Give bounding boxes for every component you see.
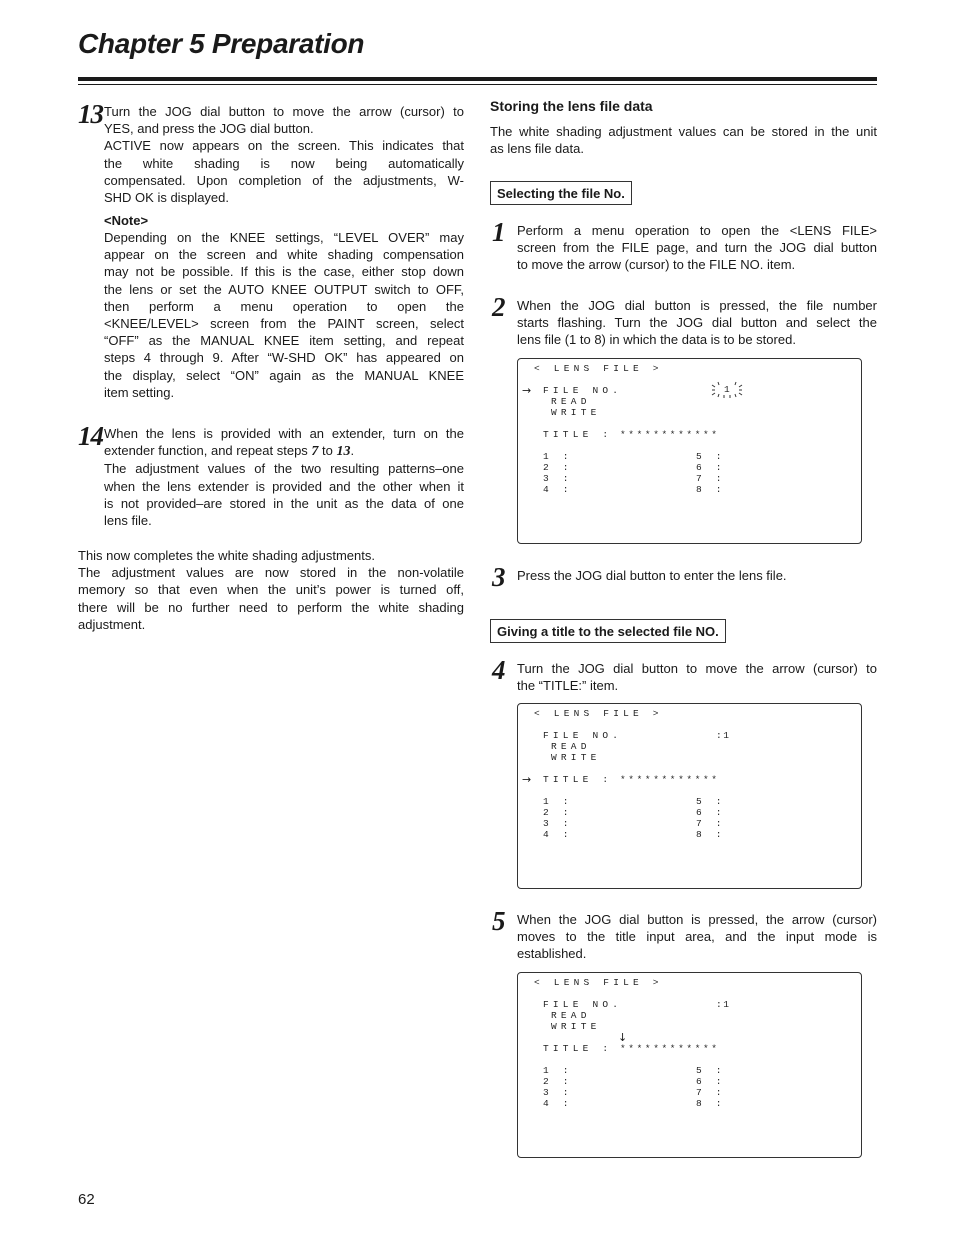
header-rule: [78, 77, 877, 81]
step-ref-7: 7: [311, 444, 319, 460]
summary-text: This now completes the white shading adjustments. The adjustment values are now stored in the non-volatile memory so that even when the unit’s power is turned off, there will be no further need to perform the white shading adjustment.: [78, 548, 464, 632]
slot-4: 4 :: [543, 829, 573, 840]
slot-8: 8 :: [696, 829, 726, 840]
step-1-text: Perform a menu operation to open the <LENS FILE> screen from the FILE page, and turn the JOG dial button to move the arrow (cursor) to the FILE NO. item.: [517, 223, 877, 273]
cursor-arrow-icon: →: [522, 773, 532, 786]
section-title: Storing the lens file data: [490, 98, 653, 114]
step-13-number: 13: [78, 99, 103, 129]
slot-6: 6 :: [696, 807, 726, 818]
screen-file-value: :1: [716, 730, 731, 741]
note-heading: <Note>: [104, 213, 149, 228]
slot-4: 4 :: [543, 1098, 573, 1109]
step-2-number: 2: [492, 292, 505, 322]
box-giving-title: Giving a title to the selected file NO.: [490, 619, 726, 643]
screen-read: READ: [551, 741, 591, 752]
box-selecting-file-no: Selecting the file No.: [490, 181, 632, 205]
screen-write: WRITE: [551, 752, 601, 763]
step-5-text: When the JOG dial button is pressed, the arrow (cursor) moves to the title input area, and the input mode is established.: [517, 912, 877, 962]
cursor-down-arrow-icon: ↓: [618, 1031, 628, 1044]
slot-1: 1 :: [543, 1065, 573, 1076]
slot-1: 1 :: [543, 796, 573, 807]
screen-title-value: ************: [620, 1043, 720, 1054]
slot-8: 8 :: [696, 1098, 726, 1109]
cursor-arrow-icon: →: [522, 384, 532, 397]
step-1-number: 1: [492, 217, 505, 247]
screen-file-value: :1: [716, 999, 731, 1010]
header-rule-thin: [78, 84, 877, 85]
slot-5: 5 :: [696, 451, 726, 462]
screen-title-value: ************: [620, 429, 720, 440]
slot-2: 2 :: [543, 807, 573, 818]
screen-read: READ: [551, 1010, 591, 1021]
screen-header: < LENS FILE >: [534, 363, 663, 374]
slot-8: 8 :: [696, 484, 726, 495]
chapter-title: Chapter 5 Preparation: [78, 28, 365, 59]
slot-1: 1 :: [543, 451, 573, 462]
slot-7: 7 :: [696, 818, 726, 829]
screen-title-label: TITLE :: [543, 429, 613, 440]
slot-5: 5 :: [696, 1065, 726, 1076]
lens-file-screen-1: [517, 358, 862, 544]
screen-write: WRITE: [551, 407, 601, 418]
slot-6: 6 :: [696, 462, 726, 473]
screen-title-label: TITLE :: [543, 774, 613, 785]
slot-2: 2 :: [543, 1076, 573, 1087]
section-intro: The white shading adjustment values can be stored in the unit as lens file data.: [490, 124, 877, 157]
slot-6: 6 :: [696, 1076, 726, 1087]
slot-3: 3 :: [543, 473, 573, 484]
screen-write: WRITE: [551, 1021, 601, 1032]
slot-3: 3 :: [543, 818, 573, 829]
step-13-text: Turn the JOG dial button to move the arrow (cursor) to YES, and press the JOG dial button. ACTIVE now appears on the screen. This indicates that the white shading is now being automatically compensated. Upon completion of the adjustments, W- SHD OK is displayed.: [104, 104, 464, 206]
step-14-text: When the lens is provided with an extender, turn on the extender function, and repeat steps 7 to 13. The adjustment values of the two resulting patterns–one when the lens extender is provided and the other when it is not provided–are stored in the unit as the data of one lens file.: [104, 426, 464, 529]
lens-file-screen-3: [517, 972, 862, 1158]
page-number: 62: [78, 1191, 95, 1208]
screen-file-no: FILE NO.: [543, 999, 623, 1010]
screen-read: READ: [551, 396, 591, 407]
screen-file-no: FILE NO.: [543, 730, 623, 741]
note-text: Depending on the KNEE settings, “LEVEL OVER” may appear on the screen and white shading compensation may not be possible. If this is the case, either stop down the lens or set the AUTO KNEE OUTPUT switch to OFF, then perform a menu operation to open the <KNEE/LEVEL> screen from the PAINT screen, select “OFF” as the MANUAL KNEE item setting, and repeat steps 4 through 9. After “W-SHD OK” has appeared on the display, select “ON” again as the MANUAL KNEE item setting.: [104, 230, 464, 400]
step-3-text: Press the JOG dial button to enter the lens file.: [517, 568, 787, 583]
screen-title-label: TITLE :: [543, 1043, 613, 1054]
screen-file-no: FILE NO.: [543, 385, 623, 396]
step-ref-13: 13: [336, 444, 351, 460]
step-14-number: 14: [78, 421, 103, 451]
step-3-number: 3: [492, 562, 505, 592]
step-5-number: 5: [492, 906, 505, 936]
screen-title-value: ************: [620, 774, 720, 785]
slot-7: 7 :: [696, 473, 726, 484]
screen-header: < LENS FILE >: [534, 977, 663, 988]
step-4-text: Turn the JOG dial button to move the arrow (cursor) to the “TITLE:” item.: [517, 661, 877, 694]
slot-5: 5 :: [696, 796, 726, 807]
slot-3: 3 :: [543, 1087, 573, 1098]
step-2-text: When the JOG dial button is pressed, the file number starts flashing. Turn the JOG dial button and select the lens file (1 to 8) in which the data is to be stored.: [517, 298, 877, 348]
step-4-number: 4: [492, 655, 505, 685]
slot-7: 7 :: [696, 1087, 726, 1098]
slot-2: 2 :: [543, 462, 573, 473]
slot-4: 4 :: [543, 484, 573, 495]
lens-file-screen-2: [517, 703, 862, 889]
flashing-value: 1: [710, 379, 746, 401]
screen-header: < LENS FILE >: [534, 708, 663, 719]
